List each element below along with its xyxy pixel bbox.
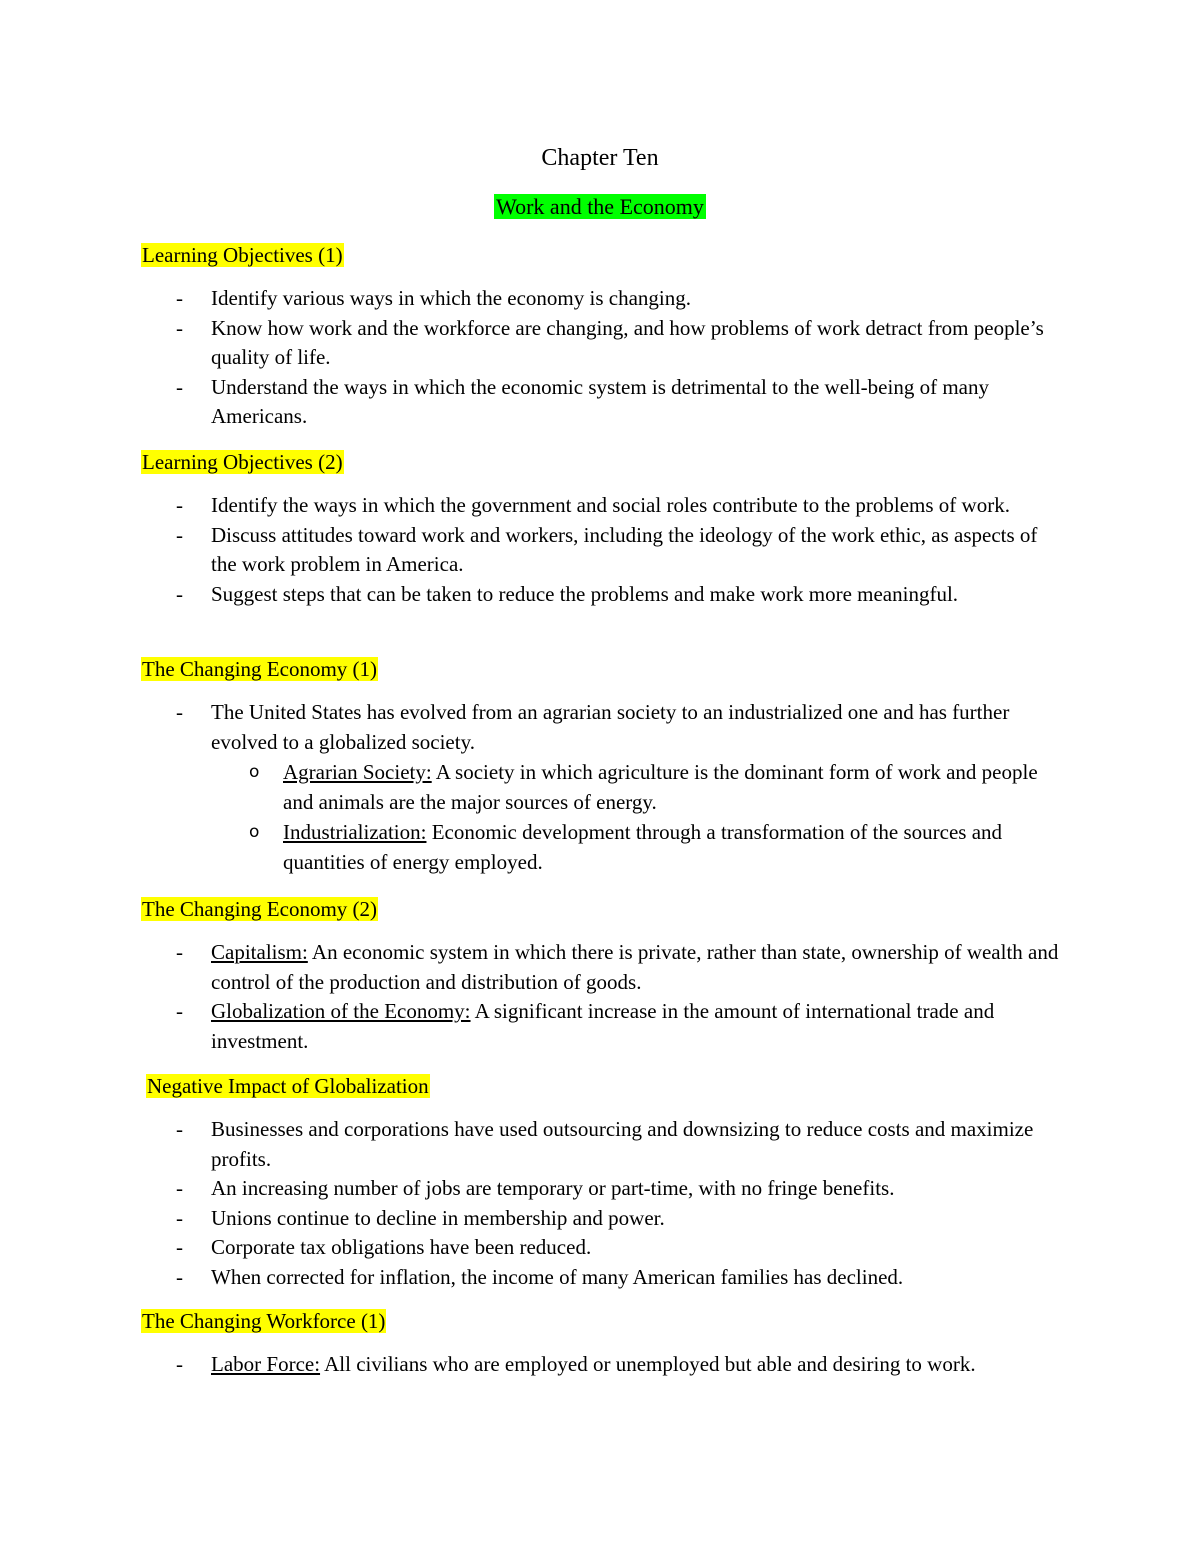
bullet-list xyxy=(141,1350,1061,1380)
dash-bullet: - xyxy=(176,1352,183,1376)
list-item xyxy=(141,1204,1066,1234)
section-learning-objectives-1 xyxy=(141,240,1061,432)
dash-bullet: - xyxy=(176,374,183,399)
list-item xyxy=(141,938,1061,997)
list-item xyxy=(141,580,1061,610)
section-changing-workforce-1 xyxy=(141,1306,1061,1380)
chapter-subtitle: Work and the Economy xyxy=(496,194,704,219)
section-changing-economy-2 xyxy=(141,894,1061,1056)
dash-bullet: - xyxy=(176,700,183,724)
list-item-text: Unions continue to decline in membership and power. xyxy=(211,1205,665,1230)
list-item xyxy=(141,1350,1061,1380)
sub-list-item xyxy=(211,817,1061,877)
list-item-text: Understand the ways in which the economic system is detrimental to the well-being of many Americans. xyxy=(211,374,989,428)
list-item xyxy=(141,1233,1066,1263)
dash-bullet: - xyxy=(176,1235,183,1259)
bullet-list xyxy=(141,491,1061,609)
dash-bullet: - xyxy=(176,999,183,1023)
list-item xyxy=(141,491,1061,521)
list-item-text: Suggest steps that can be taken to reduce the problems and make work more meaningful. xyxy=(211,581,959,606)
bullet-list xyxy=(141,284,1061,432)
dash-bullet: - xyxy=(176,581,183,606)
heading-text: Learning Objectives (2) xyxy=(142,450,343,474)
list-item xyxy=(141,1263,1066,1293)
chapter-subtitle-wrap xyxy=(0,191,1200,223)
term-label: Agrarian Society: xyxy=(283,760,432,784)
list-item xyxy=(141,1115,1066,1174)
term-label: Labor Force: xyxy=(211,1352,321,1376)
dash-bullet: - xyxy=(176,286,183,310)
list-item xyxy=(141,284,1061,314)
sub-list-item xyxy=(211,757,1061,817)
section-heading xyxy=(146,1071,1066,1101)
section-heading xyxy=(141,894,1061,924)
dash-bullet: - xyxy=(176,315,183,340)
section-heading xyxy=(141,654,1061,684)
circle-bullet: o xyxy=(249,822,260,842)
heading-text: Learning Objectives (1) xyxy=(142,243,343,267)
list-item-text: Businesses and corporations have used outsourcing and downsizing to reduce costs and maximize profits. xyxy=(211,1117,1034,1171)
list-item-text: Know how work and the workforce are changing, and how problems of work detract from people’s quality of life. xyxy=(211,315,1044,369)
bullet-list xyxy=(141,698,1061,877)
list-item xyxy=(141,314,1061,373)
term-label: Industrialization: xyxy=(283,820,427,844)
term-definition: Economic development through a transformation of the sources and quantities of energy employed. xyxy=(283,820,1003,874)
dash-bullet: - xyxy=(176,1176,183,1200)
heading-text: Negative Impact of Globalization xyxy=(147,1074,429,1098)
list-item-text: Discuss attitudes toward work and workers, including the ideology of the work ethic, as aspects of the work problem in America. xyxy=(211,522,1038,576)
list-item xyxy=(141,698,1061,877)
sub-bullet-list xyxy=(211,757,1061,877)
list-item xyxy=(141,1174,1066,1204)
dash-bullet: - xyxy=(176,493,183,517)
section-learning-objectives-2 xyxy=(141,447,1061,609)
term-definition: All civilians who are employed or unemployed but able and desiring to work. xyxy=(320,1352,976,1376)
dash-bullet: - xyxy=(176,1264,183,1289)
dash-bullet: - xyxy=(176,940,183,964)
list-item-text: An increasing number of jobs are temporary or part-time, with no fringe benefits. xyxy=(211,1176,895,1200)
term-label: Globalization of the Economy: xyxy=(211,999,471,1023)
heading-text: The Changing Economy (1) xyxy=(142,657,378,681)
section-heading xyxy=(141,1306,1061,1336)
chapter-title: Chapter Ten xyxy=(541,145,659,171)
list-item-text: The United States has evolved from an agrarian society to an industrialized one and has further evolved to a globalized society. xyxy=(211,700,1010,754)
list-item-text: When corrected for inflation, the income of many American families has declined. xyxy=(211,1264,904,1289)
dash-bullet: - xyxy=(176,1205,183,1230)
bullet-list xyxy=(141,1115,1066,1292)
dash-bullet: - xyxy=(176,1117,183,1141)
list-item xyxy=(141,373,1061,432)
term-label: Capitalism: xyxy=(211,940,308,964)
circle-bullet: o xyxy=(249,762,260,782)
term-definition: An economic system in which there is private, rather than state, ownership of wealth and control of the production and distribution of goods. xyxy=(211,940,1059,994)
list-item xyxy=(141,521,1061,580)
heading-text: The Changing Economy (2) xyxy=(142,897,378,921)
section-negative-impact-globalization xyxy=(146,1071,1066,1292)
list-item xyxy=(141,997,1061,1056)
heading-text: The Changing Workforce (1) xyxy=(142,1309,386,1333)
bullet-list xyxy=(141,938,1061,1056)
list-item-text: Corporate tax obligations have been reduced. xyxy=(211,1235,592,1259)
term-definition: A significant increase in the amount of international trade and investment. xyxy=(211,999,995,1053)
list-item-text: Identify various ways in which the economy is changing. xyxy=(211,286,691,310)
dash-bullet: - xyxy=(176,522,183,547)
list-item-text: Identify the ways in which the government and social roles contribute to the problems of work. xyxy=(211,493,1010,517)
section-heading xyxy=(141,240,1061,270)
section-heading xyxy=(141,447,1061,477)
section-changing-economy-1 xyxy=(141,654,1061,877)
term-definition: A society in which agriculture is the dominant form of work and people and animals are the major sources of energy. xyxy=(283,760,1038,814)
